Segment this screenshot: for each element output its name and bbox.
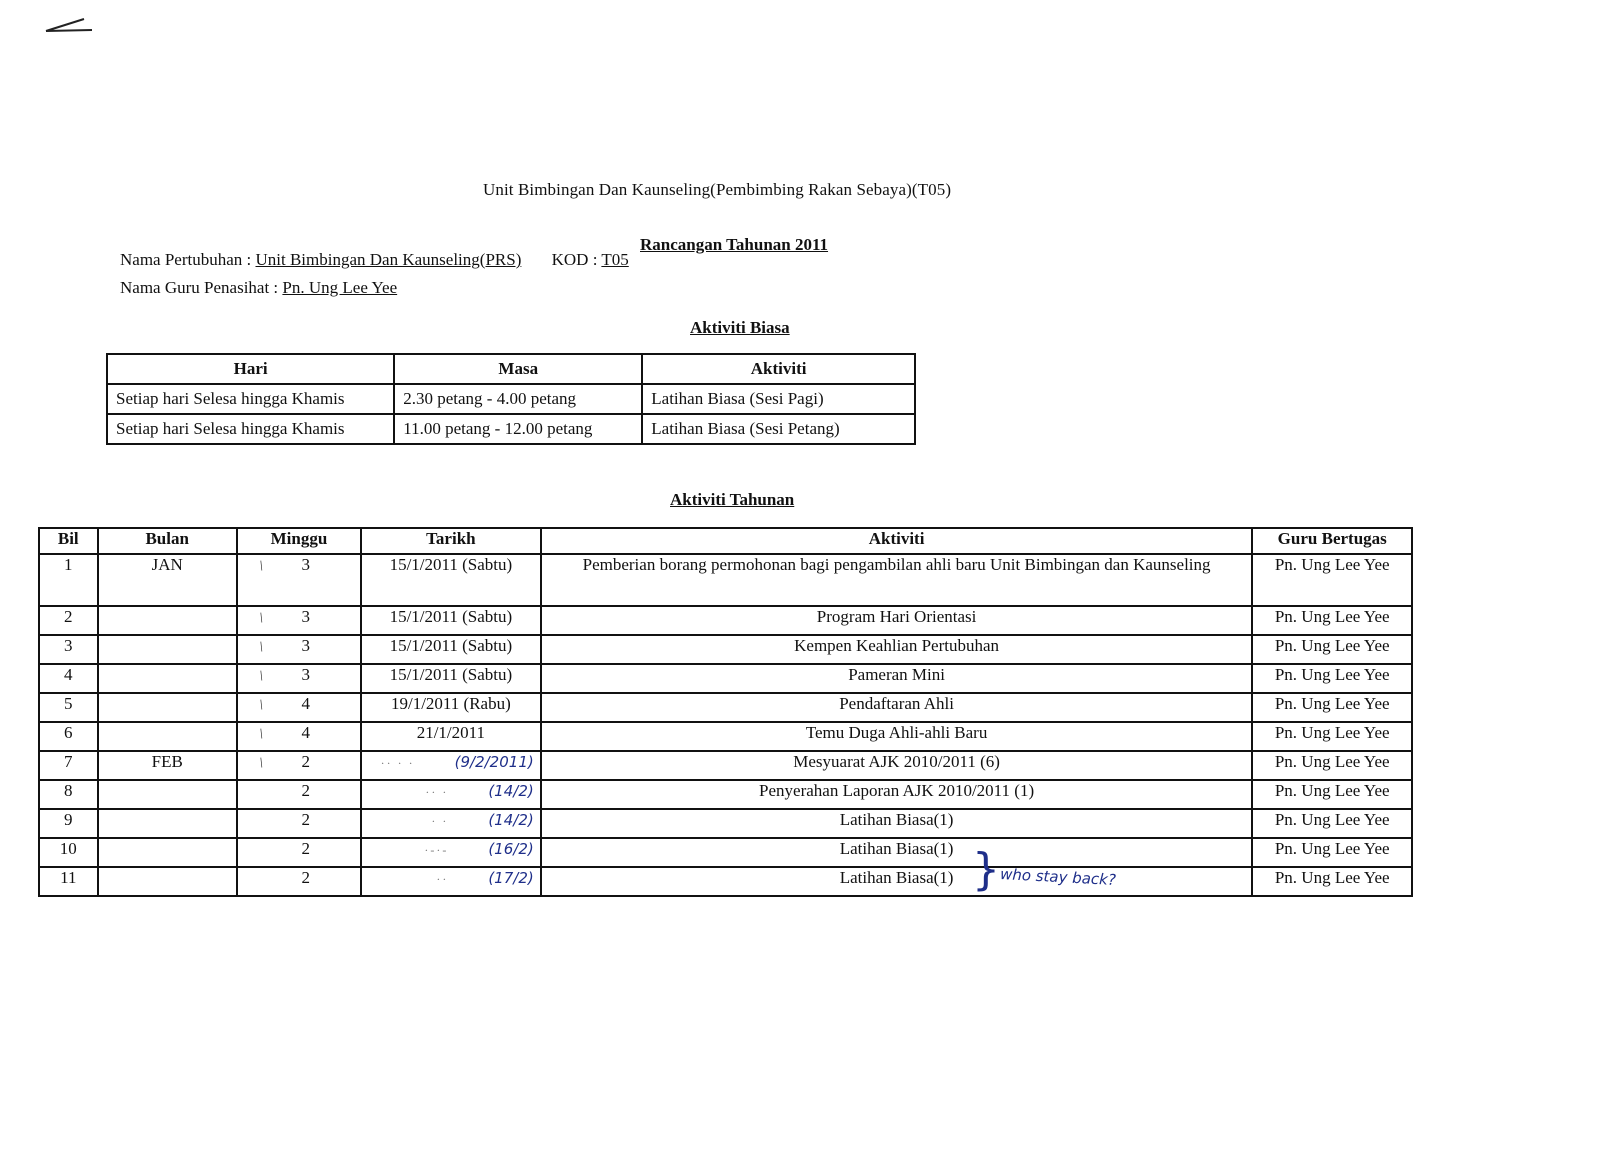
cell-bil: 10 bbox=[39, 838, 98, 867]
minggu-value: 3 bbox=[301, 555, 311, 574]
cell-tarikh: 21/1/2011 bbox=[361, 722, 541, 751]
cell-bil: 2 bbox=[39, 606, 98, 635]
cell-tarikh: 15/1/2011 (Sabtu) bbox=[361, 554, 541, 606]
cell-guru: Pn. Ung Lee Yee bbox=[1252, 606, 1412, 635]
cell-bil: 6 bbox=[39, 722, 98, 751]
cell-bulan: JAN bbox=[98, 554, 237, 606]
brace-icon: } bbox=[972, 844, 1000, 895]
cell-bil: 8 bbox=[39, 780, 98, 809]
cell-aktiviti: Temu Duga Ahli-ahli Baru bbox=[541, 722, 1253, 751]
cell-aktiviti: Latihan Biasa (Sesi Pagi) bbox=[642, 384, 915, 414]
cell-aktiviti: Pemberian borang permohonan bagi pengambilan ahli baru Unit Bimbingan dan Kaunseling bbox=[541, 554, 1253, 606]
cell-bil: 9 bbox=[39, 809, 98, 838]
header-aktiviti: Aktiviti bbox=[642, 354, 915, 384]
tick-mark-icon: / bbox=[256, 697, 267, 714]
cell-minggu: 2 bbox=[237, 838, 361, 867]
cell-guru: Pn. Ung Lee Yee bbox=[1252, 838, 1412, 867]
cell-aktiviti: Pameran Mini bbox=[541, 664, 1253, 693]
cell-bulan bbox=[98, 664, 237, 693]
tick-mark-icon: / bbox=[256, 610, 267, 627]
plan-title: Rancangan Tahunan 2011 bbox=[640, 235, 829, 254]
handwritten-date: (9/2/2011) bbox=[454, 753, 534, 771]
cell-bil: 3 bbox=[39, 635, 98, 664]
cell-bulan bbox=[98, 635, 237, 664]
cell-guru: Pn. Ung Lee Yee bbox=[1252, 693, 1412, 722]
table-row bbox=[39, 838, 1412, 867]
header-bil: Bil bbox=[39, 528, 98, 554]
cell-guru: Pn. Ung Lee Yee bbox=[1252, 809, 1412, 838]
cell-minggu bbox=[237, 554, 361, 606]
handwritten-date: (14/2) bbox=[488, 782, 534, 800]
minggu-value: 4 bbox=[301, 694, 311, 713]
cell-guru: Pn. Ung Lee Yee bbox=[1252, 867, 1412, 896]
tick-mark-icon: / bbox=[256, 668, 267, 685]
redacted-scribble: ·· · · bbox=[380, 756, 415, 770]
cell-bulan bbox=[98, 867, 237, 896]
cell-minggu bbox=[237, 664, 361, 693]
header-aktiviti: Aktiviti bbox=[541, 528, 1253, 554]
cell-minggu bbox=[237, 693, 361, 722]
cell-bulan bbox=[98, 838, 237, 867]
cell-bulan: FEB bbox=[98, 751, 237, 780]
minggu-value: 3 bbox=[301, 607, 311, 626]
minggu-value: 2 bbox=[301, 752, 311, 771]
cell-hari: Setiap hari Selesa hingga Khamis bbox=[107, 384, 394, 414]
cell-tarikh bbox=[361, 838, 541, 867]
cell-guru: Pn. Ung Lee Yee bbox=[1252, 635, 1412, 664]
cell-minggu bbox=[237, 722, 361, 751]
handwritten-date: (17/2) bbox=[488, 869, 534, 887]
minggu-value: 3 bbox=[301, 636, 311, 655]
header-bulan: Bulan bbox=[98, 528, 237, 554]
cell-bil: 11 bbox=[39, 867, 98, 896]
cell-bil: 1 bbox=[39, 554, 98, 606]
cell-tarikh bbox=[361, 780, 541, 809]
table-row bbox=[39, 664, 1412, 693]
table-row bbox=[39, 751, 1412, 780]
redacted-scribble: ·-·- bbox=[424, 843, 449, 857]
advisor-label: Nama Guru Penasihat : bbox=[120, 278, 279, 297]
table-row bbox=[107, 414, 915, 444]
advisor-value: Pn. Ung Lee Yee bbox=[282, 278, 398, 297]
kod-label: KOD : bbox=[551, 250, 598, 269]
cell-minggu bbox=[237, 606, 361, 635]
cell-aktiviti: Pendaftaran Ahli bbox=[541, 693, 1253, 722]
table-row bbox=[39, 635, 1412, 664]
cell-aktiviti: Latihan Biasa(1) bbox=[541, 867, 1253, 896]
tick-mark-icon: / bbox=[256, 726, 267, 743]
cell-aktiviti: Mesyuarat AJK 2010/2011 (6) bbox=[541, 751, 1253, 780]
tick-mark-icon: / bbox=[256, 639, 267, 656]
header-hari: Hari bbox=[107, 354, 394, 384]
cell-tarikh bbox=[361, 809, 541, 838]
header-guru-bertugas: Guru Bertugas bbox=[1252, 528, 1412, 554]
redacted-scribble: ·· · bbox=[425, 785, 449, 799]
cell-masa: 2.30 petang - 4.00 petang bbox=[394, 384, 642, 414]
header-masa: Masa bbox=[394, 354, 642, 384]
table-row bbox=[39, 809, 1412, 838]
minggu-value: 4 bbox=[301, 723, 311, 742]
table-row bbox=[39, 693, 1412, 722]
aktiviti-tahunan-table bbox=[38, 527, 1413, 897]
cell-bil: 7 bbox=[39, 751, 98, 780]
cell-bil: 5 bbox=[39, 693, 98, 722]
document-title: Unit Bimbingan Dan Kaunseling(Pembimbing Rakan Sebaya)(T05) bbox=[483, 180, 952, 199]
cell-aktiviti: Kempen Keahlian Pertubuhan bbox=[541, 635, 1253, 664]
cell-bulan bbox=[98, 722, 237, 751]
redacted-scribble: ·· bbox=[436, 872, 449, 886]
cell-bulan bbox=[98, 780, 237, 809]
kod-value: T05 bbox=[601, 250, 629, 269]
header-minggu: Minggu bbox=[237, 528, 361, 554]
tick-mark-icon: / bbox=[256, 558, 267, 575]
cell-guru: Pn. Ung Lee Yee bbox=[1252, 780, 1412, 809]
cell-minggu: 2 bbox=[237, 867, 361, 896]
organisation-line bbox=[120, 250, 629, 270]
aktiviti-biasa-table bbox=[106, 353, 916, 445]
cell-guru: Pn. Ung Lee Yee bbox=[1252, 722, 1412, 751]
table-row bbox=[39, 554, 1412, 606]
header-tarikh: Tarikh bbox=[361, 528, 541, 554]
cell-tarikh bbox=[361, 751, 541, 780]
handwritten-date: (16/2) bbox=[488, 840, 534, 858]
table-row bbox=[39, 722, 1412, 751]
cell-minggu bbox=[237, 635, 361, 664]
cell-aktiviti: Latihan Biasa(1) bbox=[541, 809, 1253, 838]
cell-tarikh: 15/1/2011 (Sabtu) bbox=[361, 635, 541, 664]
cell-tarikh: 19/1/2011 (Rabu) bbox=[361, 693, 541, 722]
pen-mark-icon bbox=[44, 15, 104, 35]
org-value: Unit Bimbingan Dan Kaunseling(PRS) bbox=[255, 250, 522, 269]
cell-aktiviti: Program Hari Orientasi bbox=[541, 606, 1253, 635]
handwritten-annotation: who stay back? bbox=[999, 864, 1117, 890]
cell-tarikh: 15/1/2011 (Sabtu) bbox=[361, 606, 541, 635]
redacted-scribble: · · bbox=[431, 814, 449, 828]
table-row bbox=[39, 606, 1412, 635]
handwritten-date: (14/2) bbox=[488, 811, 534, 829]
cell-minggu: 2 bbox=[237, 780, 361, 809]
cell-guru: Pn. Ung Lee Yee bbox=[1252, 554, 1412, 606]
cell-tarikh: 15/1/2011 (Sabtu) bbox=[361, 664, 541, 693]
cell-minggu bbox=[237, 751, 361, 780]
table-row bbox=[39, 867, 1412, 896]
cell-minggu: 2 bbox=[237, 809, 361, 838]
section-title-aktiviti-biasa: Aktiviti Biasa bbox=[690, 318, 790, 337]
cell-guru: Pn. Ung Lee Yee bbox=[1252, 751, 1412, 780]
minggu-value: 3 bbox=[301, 665, 311, 684]
cell-hari: Setiap hari Selesa hingga Khamis bbox=[107, 414, 394, 444]
section-title-aktiviti-tahunan: Aktiviti Tahunan bbox=[670, 490, 795, 509]
table-row bbox=[39, 780, 1412, 809]
cell-bulan bbox=[98, 606, 237, 635]
tick-mark-icon: / bbox=[256, 755, 267, 772]
cell-aktiviti: Latihan Biasa(1) bbox=[541, 838, 1253, 867]
org-label: Nama Pertubuhan : bbox=[120, 250, 252, 269]
cell-bulan bbox=[98, 693, 237, 722]
cell-guru: Pn. Ung Lee Yee bbox=[1252, 664, 1412, 693]
table-row bbox=[107, 384, 915, 414]
cell-bil: 4 bbox=[39, 664, 98, 693]
advisor-line bbox=[120, 278, 397, 298]
cell-bulan bbox=[98, 809, 237, 838]
cell-masa: 11.00 petang - 12.00 petang bbox=[394, 414, 642, 444]
cell-aktiviti: Latihan Biasa (Sesi Petang) bbox=[642, 414, 915, 444]
cell-tarikh bbox=[361, 867, 541, 896]
cell-aktiviti: Penyerahan Laporan AJK 2010/2011 (1) bbox=[541, 780, 1253, 809]
